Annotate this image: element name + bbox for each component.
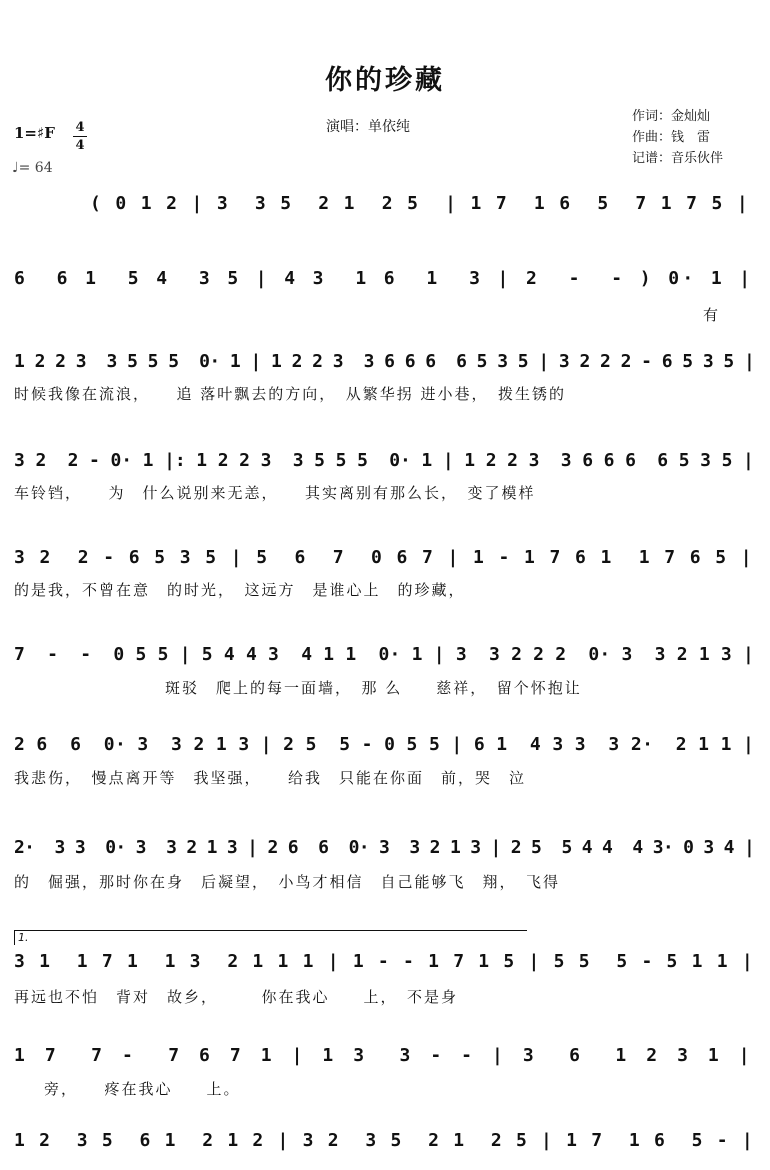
- time-signature-denominator: 4: [75, 138, 85, 153]
- composer-credit: 作曲：钱 雷: [632, 130, 711, 145]
- notes-line: 2· 3 3 0· 3 3 2 1 3 | 2 6 6 0· 3 3 2 1 3 | 2 5 5 4 4 4 3· 0 3 4 |: [14, 837, 755, 858]
- notes-line: 6 6 1 5 4 3 5 | 4 3 1 6 1 3 | 2 - - ) 0· 1 |: [14, 268, 754, 289]
- lyrics-line: 的是我，不曾在意 的时光， 这远方 是谁心上 的珍藏，: [14, 581, 466, 599]
- notes-line: 1 2 2 3 3 5 5 5 0· 1 | 1 2 2 3 3 6 6 6 6 5 3 5 | 3 2 2 2 - 6 5 3 5 |: [14, 351, 755, 372]
- lyrics-line: 有: [703, 306, 721, 324]
- score-system-6: [14, 643, 754, 667]
- song-title: 你的珍藏: [325, 65, 445, 96]
- notes-line: 7 - - 0 5 5 | 5 4 4 3 4 1 1 0· 1 | 3 3 2 2 2 0· 3 3 2 1 3 |: [14, 644, 755, 665]
- score-system-2: [14, 267, 754, 291]
- notes-line: 1 2 3 5 6 1 2 1 2 | 3 2 3 5 2 1 2 5 | 1 7 1 6 5 - |: [14, 1130, 755, 1151]
- notes-line: 3 1 1 7 1 1 3 2 1 1 1 | 1 - - 1 7 1 5 | 5 5 5 - 5 1 1 |: [14, 951, 755, 972]
- transcriber-credit: 记谱：音乐伙伴: [632, 151, 724, 166]
- time-signature-divider: [73, 136, 87, 137]
- time-signature-numerator: 4: [75, 120, 85, 135]
- tempo-marking: ♩= 64: [12, 160, 53, 176]
- score-system-5: [14, 546, 754, 570]
- time-signature: [73, 120, 87, 153]
- singer-credit: 演唱：单依纯: [326, 119, 410, 135]
- score-system-10: [14, 1044, 754, 1068]
- lyrics-line: 旁， 疼在我心 上。: [44, 1080, 241, 1098]
- key-signature: 1=♯F: [14, 124, 55, 142]
- lyricist-credit: 作词：金灿灿: [632, 109, 711, 124]
- score-system-11: [14, 1129, 754, 1153]
- score-system-9: [14, 950, 754, 974]
- lyrics-line: 再远也不怕 背对 故乡， 你在我心 上， 不是身: [14, 988, 459, 1006]
- notes-line: 3 2 2 - 0· 1 |: 1 2 2 3 3 5 5 5 0· 1 | 1 2 2 3 3 6 6 6 6 5 3 5 |: [14, 450, 754, 471]
- lyrics-line: 斑驳 爬上的每一面墙， 那 么 慈祥， 留个怀抱让: [165, 679, 582, 697]
- score-system-1: [90, 192, 750, 216]
- notes-line: ( 0 1 2 | 3 3 5 2 1 2 5 | 1 7 1 6 5 7 1 7 5 |: [90, 193, 750, 214]
- notes-line: 2 6 6 0· 3 3 2 1 3 | 2 5 5 - 0 5 5 | 6 1 4 3 3 3 2· 2 1 1 |: [14, 734, 755, 755]
- score-system-7: [14, 733, 754, 757]
- volta-number: 1.: [18, 931, 29, 944]
- lyrics-line: 我悲伤， 慢点离开等 我坚强， 给我 只能在你面 前，哭 泣: [14, 769, 527, 787]
- credits-block: [632, 106, 723, 169]
- score-system-3: [14, 350, 754, 374]
- lyrics-line: 车铃铛， 为 什么说别来无恙， 其实离别有那么长， 变了模样: [14, 484, 536, 502]
- notes-line: 3 2 2 - 6 5 3 5 | 5 6 7 0 6 7 | 1 - 1 7 6 1 1 7 6 5 |: [14, 547, 754, 568]
- lyrics-line: 的 倔强，那时你在身 后凝望， 小鸟才相信 自己能够飞 翔， 飞得: [14, 873, 561, 891]
- score-system-8: [14, 836, 754, 860]
- notes-line: 1 7 7 - 7 6 7 1 | 1 3 3 - - | 3 6 1 2 3 1 |: [14, 1045, 755, 1066]
- score-system-4: [14, 449, 754, 473]
- lyrics-line: 时候我像在流浪， 追 落叶飘去的方向， 从繁华拐 进小巷， 拨生锈的: [14, 385, 567, 403]
- first-ending-bracket: [14, 930, 527, 945]
